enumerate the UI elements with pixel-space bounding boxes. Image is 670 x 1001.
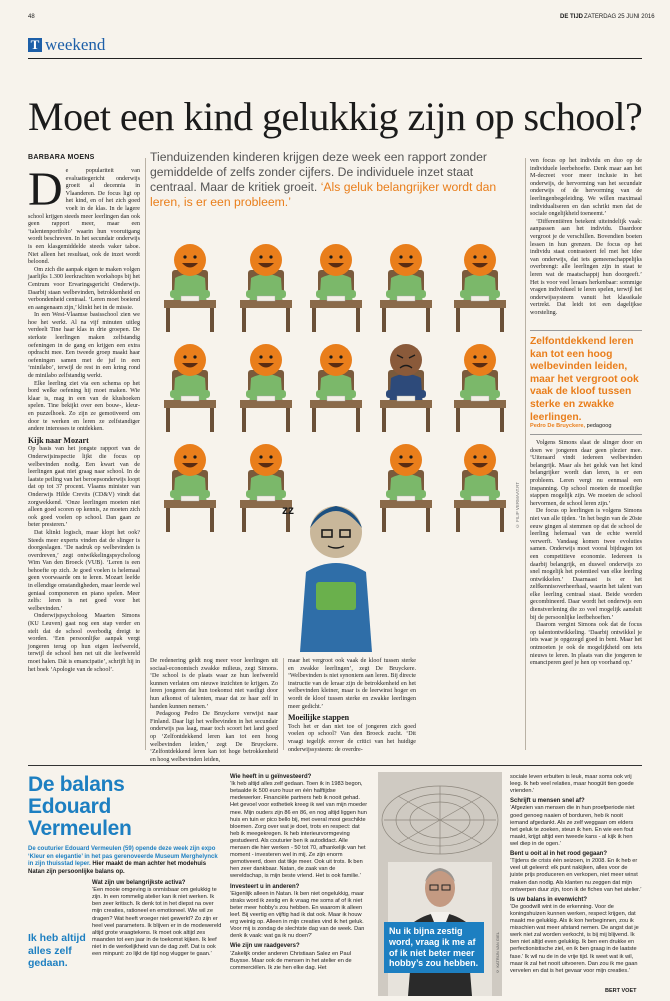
smiling-kid-figure: [310, 244, 362, 332]
smiling-kid-figure: [380, 244, 432, 332]
balans-title-line: Vermeulen: [28, 817, 132, 840]
paragraph: maar het vergroot ook vaak de kloof tussen sterke en zwakke leerlingen’, zegt De Bruyckere. ‘Welbevinden is niet synoniem aan leren. Bij directe instructie van de leraar zijn de betrokkenheid en het welbevinden kleiner, maar is de leerwinst hoger en wordt de kloof tussen sterke en zwakke leerlingen meer gedicht.’: [288, 658, 416, 710]
photo-credit: © KATRIJN VAN GIEL: [495, 932, 500, 974]
illustration-credit: © FILIP VERMAAT.RT: [515, 482, 520, 529]
qa-question: Bent u ooit al in het rood gegaan?: [510, 851, 607, 858]
signature: BERT VOET: [605, 988, 637, 994]
column-divider: [525, 158, 526, 750]
drop-cap: D: [28, 163, 63, 216]
article-column-4-bottom: [530, 440, 642, 748]
paragraph: Pedagoog Pedro De Bruyckere verwijst naar Finland. Daar ligt het welbevinden in het secundair onderwijs pas laag, maar toch scoort het land goed op ‘Zelfontdekkend leren kan tot een hoog welbevinden leiden,’ zegt De Bruyckere. ‘Zelfontdekkend leren kan tot hoge betrokkenheid en hoog welbevinden leiden,: [150, 711, 278, 763]
qa-question: Wie zijn uw raadgevers?: [230, 943, 300, 950]
smiling-kid-figure: [240, 444, 292, 532]
smiling-kid-figure: [164, 244, 216, 332]
paragraph: Dat klinkt logisch, maar klopt het ook? Steeds meer experts vinden dat de slinger is doorgeslagen. ‘De nadruk op welbevinden is overdreven,’ zegt ontwikkelingspsycholoog Wim Van den Broeck (VUB). ‘Leren is een behoefte op zich. Je goed voelen is helemaal geen voorwaarde om te leren. Mozart leefde in ellendige omstandigheden, maar leerde wel geniaal componeren en piano spelen. Meer zelfs: leren is net goed voor het welbevinden.’: [28, 529, 141, 612]
qa-question: Is uw balans in evenwicht?: [510, 896, 588, 903]
qa-question: Wie heeft in u geïnvesteerd?: [230, 774, 312, 780]
illustration: [150, 232, 522, 652]
author: BARBARA MOENS: [28, 154, 95, 161]
smiling-kid-figure: [454, 344, 506, 432]
qa-answer: ‘Tijdens de crisis één seizoen, in 2008. En ik heb er veel uit geleerd: elk punt nakijken, alles voor de juiste prijs produceren en verkopen, niet meer winst maken dan nodig. Als klanten nu zeggen dat mijn ontwerpen duur zijn, toon ik de fiches van het atelier.’: [510, 858, 642, 893]
smiling-kid-figure: [240, 344, 292, 432]
paragraph: De focus op leerlingen is volgens Simons niet van alle tijden. ‘In het begin van de 20ste eeuw gingen al stemmen op dat de school de leerling helemaal van de echte wereld verwerft. Vandaag komen twee evoluties samen. Onderwijs moet vooral bijdragen tot een competitieve economie. Iedereen is daarbij belangrijk, en duswel onderwijs zo snel mogelijk het potentieel van elke leerling ontwikkelen.’ Daarnaast is er het zelfkennisoverheerhaal, waarin het talent van elke leerling centraal staat. Beide worden gecombineerd. Daar wordt het onderwijs een dienstverlening die zo veel mogelijk aansluit bij de persoonlijke leefbehoeften.’: [530, 508, 642, 621]
header-rule: [28, 58, 642, 59]
pullquote-rule: [530, 330, 642, 331]
smiling-kid-figure: [164, 444, 216, 532]
qa-question: Schrijft u mensen snel af?: [510, 798, 585, 805]
paragraph: De redenering geldt nog meer voor leerlingen uit sociaal-economisch zwakke milieus, zegt Simons. ‘De school is de plaats waar ze hun leefwereld kunnen verlaten om nieuwe inzichten te krijgen. Zo leren jongeren dat hun toekomst niet vastligt door hun afkomst of talenten, maar dat ze haar zelf in handen kunnen nemen.’: [150, 658, 278, 710]
balans-qa-column-3: [510, 774, 642, 988]
section-name: weekend: [45, 35, 106, 54]
section-rule: [28, 765, 642, 766]
balans-intro: [28, 846, 220, 876]
pullquote: Zelfontdekkend leren kan tot een hoog welbevinden leiden, maar het vergroot ook vaak de kloof tussen sterke en zwakke leerlingen.: [530, 336, 639, 423]
balans-title-line: Edouard: [28, 795, 112, 818]
column-divider: [145, 158, 146, 750]
headline: Moet een kind gelukkig zijn op school?: [28, 94, 643, 139]
intro-text: Tienduizenden kinderen krijgen deze week een rapport zonder gemiddelde of zelfs zonder cijfers. De individuele inzet staat centraal. Maar de kritiek groeit.: [150, 150, 487, 194]
de-tijd-logo: T: [28, 38, 42, 52]
paragraph: Volgens Simons slaat de slinger door en doen we jongeren daar geen plezier mee. ‘Uiteraard vindt iedereen welbevinden belangrijk. Maar als het geluk van het kind belangrijker wordt dan leren, is er een probleem. Leren vergt nu eenmaal een inspanning. Op school moeten de moeilijke stappen mogelijk zijn. We moeten de school hervormen, de school leren zijn.’: [530, 440, 642, 507]
teacher-figure: [300, 506, 372, 652]
qa-answer: ‘Een mooie omgeving is onmisbaar om gelukkig te zijn. In een rommelig atelier kan ik niet werken. Ik ben zeer kritisch. Ik denk tot in het diepst na over mijn creaties, rationeel en emotioneel. Wie wil ze dragen? Wat heeft vroeger niet gewerkt? Zo zijn er heel veel parameters. Ik blijven er in de modewereld altijd grote vraagtekens. Ik moet ook altijd zes maanden tot een jaar in de toekomst kijken. Ik leef niet in de werkelijkheid van de dag zelf. Dat is ook een minpunt: zo lijkt de tijd nog vlugger te gaan.’: [92, 887, 222, 958]
paragraph: Om zich die aanpak eigen te maken volgen jaarlijks 1.300 leerkrachten workshops bij het Centrum voor Ervaringsgericht Onderwijs. Daarbij staan welbevinden, betrokkenheid en verbondenheid centraal. ‘Leren moet boeiend en aangenaam zijn,’ klinkt het in de missie.: [28, 266, 140, 311]
grumpy-kid-figure: [380, 344, 432, 432]
paragraph: ‘Differentiëren betekent uiteindelijk vaak: aanpassen aan het individu. Daardoor vergroot je de verschillen. Bovendien boeten lessen in hun grenzen. De focus op het individu staat contrasteert fel met het idee van onderwijs, dat iets gemeenschappelijks overbrengt: alle leerlingen zijn in staat te leren wat de maatschappij hun doorgeeft.’ Het is voor veel leraars herkenbaar: sommige vragen individueel te leren spelen, terwijl het onderwijssysteem vanuit het klassikale vertrekt. Dat leidt tot een dagelijkse worsteling.: [530, 218, 642, 316]
paragraph: Onderwijspsycholoog Maarten Simons (KU Leuven) gaat nog een stap verder en stelt dat de school overbodig dreigt te worden. ‘Een persoonlijke aanpak vergt jongeren terug op hun eigen leefwereld, terwijl de school hen net uit die leefwereld moet halen. Dát is emancipatie’, schrijft hij in het boek ‘Apologie van de school’.: [28, 613, 140, 673]
sleep-zz-icon: zz: [282, 503, 294, 517]
qa-question: Wat zijn uw belangrijkste activa?: [92, 880, 186, 886]
paragraph: e populariteit van evaluatiegericht onderwijs groeit al decennia in Vlaanderen. De focus ligt op het kind, en of het zich goed voelt in de klas. In de lagere school krijgen steeds meer leerlingen dan ook geen rapport meer, maar een ‘talentenportfolio’ waarin hun vooruitgang wordt beschreven. In het secundair onderwijs is een klasgemiddelde steeds vaker taboe. Niet alleen het resultaat, ook de inzet wordt beloond.: [28, 168, 140, 266]
balans-qa-column-2: [230, 774, 368, 998]
balans-intro-rest: Hier maakt de man achter het modehuis Natan zijn persoonlijke balans op.: [28, 861, 207, 875]
smiling-kid-figure: [240, 244, 292, 332]
article-column-1: [28, 163, 141, 748]
pullquote-attribution: [530, 423, 642, 429]
subheading: Kijk naar Mozart: [28, 435, 89, 445]
smiling-kid-figure: [454, 444, 506, 532]
paragraph: Elke leerling ziet via een schema op het bord welke oefening hij moet maken. Wie klaar is, mag in een van de klushoeken spelen. Tine bekijkt over een bouw-, kleur- en puzzelhoek. Zo zijn ze gemotiveerd om door te werken en leren ze zelfstandiger andere interesses te ontdekken.: [28, 380, 140, 433]
qa-answer: ‘Afgezien van mensen die in hun proefperiode niet goed genoeg naaien of borduren, heb ik nooit iemand afgedankt. Als ze zelf weggaan om elders het geluk te zoeken, steun ik hen. En wie een fout maakt, krijgt altijd een tweede kans - al kijk ik hen wel diep in de ogen.’: [510, 805, 635, 847]
intro-quote: ‘Als geluk belangrijker wordt dan leren, is er een probleem.’: [150, 180, 497, 209]
smiling-kid-figure: [310, 344, 362, 432]
smiling-kid-figure: [380, 444, 432, 532]
qa-answer: ‘Zakelijk onder anderen Christiaan Salez en Paul Buysse. Maar ook de mensen in het atelier en de commerciëlen. Ik zie hen elke dag. Het: [230, 950, 352, 971]
article-intro: [150, 150, 520, 210]
balans-intro-highlight: De couturier Edouard Vermeulen (59) opende deze week zijn expo ‘Kleur en elegantie’ in het pas gerenoveerde Museum Merghelynck in zijn thuisstad Ieper.: [28, 846, 218, 868]
article-column-3: [288, 658, 416, 753]
pullquote-rule: [530, 434, 642, 435]
article-column-4-top: [530, 158, 642, 316]
balans-pullquote: Ik heb altijd alles zelf gedaan.: [28, 932, 86, 969]
smiling-kid-figure: [164, 344, 216, 432]
paragraph: In een West-Vlaamse basisschool zien we hoe het werkt. Al na vijf minuten uitleg verdeelt Tine haar klas in drie groepen. De sterkste leerlingen maken zelfstandig oefeningen in de gang en krijgen een extra opdracht mee. Een tweede groep maakt haar oefeningen samen met de juf in een ‘minilabo’, terwijl de rest in een kring rond de minilabo zelfstandig werkt.: [28, 312, 140, 380]
paragraph: Toch het er dan niet toe of jongeren zich goed voelen op school? Van den Broeck zucht. ‘Dit vraagt tegelijk erover de critici van het huidige onderwijssysteem: de overdre-: [288, 723, 416, 753]
subheading: Moeilijke stappen: [288, 713, 350, 723]
page-number: 48: [28, 14, 35, 20]
paragraph: Daarom vergint Simons ook dat de focus op talentontwikkeling. ‘Daarbij ontwikkel je iets waar je opgezegd goed in bent. Maar het ontmoeten je ook de mogelijkheid om iets nieuws te leren. In plaats van die jongeren te emanciperen geef je hen op voorhand op.’: [530, 622, 642, 667]
portrait-photo: [378, 772, 502, 996]
issue-date: ZATERDAG 25 JUNI 2016: [584, 14, 655, 20]
balans-title-line: De balans: [28, 773, 125, 796]
balans-qa-column-1: [92, 880, 224, 998]
qa-answer: ‘Eigenlijk alleen in Natan. Ik ben niet ongelukkig, maar straks word ik zestig en ik vraag me soms af of ik niet beter meer hobby’s zou hebben. En waarom ik alleen leef. Bij veertig en vijftig had ik dat ook. Maar ik houw erg weinig op. Alleen in mijn creaties vind ik het geluk. Voor mij is zondag de slechtste dag van de week. Dan denk ik vaak: wat ga ik nu doen?’: [230, 890, 365, 940]
paper-name: DE TIJD: [560, 14, 584, 20]
qa-answer: ‘De goodwill wint in de erkenning. Voor de koningshuizen kunnen werken, respect krijgen, dat maakt me gelukkig. Als ik kon herbeginnen, zou ik misschien wat meer afstand nemen. De angst dat je werk niet zal worden verkocht, is bij mij blijvend. Ik ben niet altijd even gelukkig. Ik ben een drukke en perfectionistische ziel, en ik ben graag in de laatste fase.’ Ik wil nu de in de vrije tijd. Ik weet wat ik wil, maar ik zal het nooit uitvoeren. Dan zou ik me gaan vervelen en dat is het gevaar voor mijn creaties.’: [510, 903, 639, 974]
paragraph: ven focus op het individu en duo op de individuele leerbehoefte. Denk maar aan het M-decreet voor meer inclusie in het onderwijs, de hervorming van het secundair onderwijs of de hervorming van de leerlingenbegeleiding. We willen maximaal individualiseren en dan schrikt men dat de sociale ongelijkheid toeneemt.’: [530, 158, 642, 218]
illustration-grid: [150, 232, 522, 652]
balans-title: [28, 774, 218, 840]
qa-question: Investeert u in anderen?: [230, 883, 300, 890]
qa-answer: sociale leven erbuiten is leuk, maar soms ook vrij leeg. Ik heb veel relaties, maar hoogüit tien goede vrienden.’: [510, 774, 634, 795]
smiling-kid-figure: [454, 244, 506, 332]
pullquote-role: pedagoog: [585, 423, 612, 429]
qa-answer: ‘Ik heb altijd alles zelf gedaan. Toen ik in 1983 begon, betaalde ik 500 euro huur en één halftijdse medewerker. Financiële partners heb ik nooit gehad. Het gevoel voor esthetiek kreeg ik wel van mijn moeder mee. Mijn ouders zijn 86 en 86, en nog altijd liggen hun huis en tuin er pico bello bij, met overal mooi geschikte bloemen. Zorg over wat je doet, trots en respect: dat heb ik meegekregen. Ik heb interieurvormgeving gestudeerd. Als couturier ben ik autodidact. Alle mensen die hier werken - 50 tot 70, afhankelijk van het moment - investeren wel in mij. Ze zijn enorm gemotiveerd, doen dat tikje meer. Ook uit trots. Ik ben hen zeer dankbaar. Natan, de zaak van de wereldschap, is mijn beste vriend. Het is ook familie.’: [230, 781, 368, 880]
column-divider: [283, 658, 284, 750]
article-column-2: [150, 658, 278, 763]
pullquote-author: Pedro De Bruyckere,: [530, 423, 586, 429]
paragraph: Op basis van het jongste rapport van de Onderwijsinspectie lijkt die focus op welbevinden nodig. Een kwart van de leerlingen gaat niet graag naar school. In de laatste peiling van het beroepsonderwijs loopt dat op tot 37 procent. Vlaams minister van Onderwijs Hilde Crevits (CD&V) vindt dat zorgwekkend. ‘Onze leerlingen moeten niet alleen goed scoren op kennis, ze moeten zich ook goed voelen op school. Dan gaan ze beter presteren.’: [28, 446, 140, 529]
photo-quote: Nu ik bijna zestig word, vraag ik me af of ik niet beter meer hobby’s zou hebben.: [384, 922, 484, 973]
